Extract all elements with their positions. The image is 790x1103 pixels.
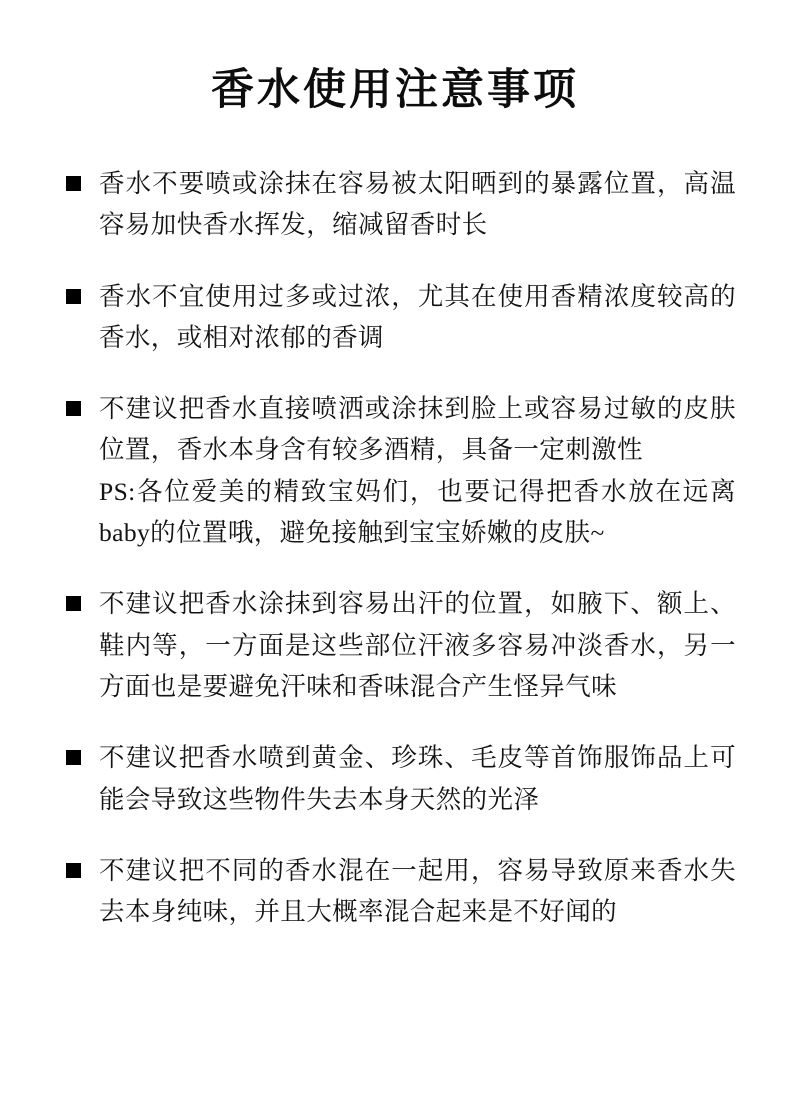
square-bullet-icon [66, 289, 81, 304]
list-item [40, 850, 750, 933]
list-item [40, 276, 750, 359]
list-item-body [99, 163, 750, 246]
list-item-body [99, 850, 750, 933]
list-item-text: 不建议把香水涂抹到容易出汗的位置，如腋下、额上、鞋内等，一方面是这些部位汗液多容易冲淡香水，另一方面也是要避免汗味和香味混合产生怪异气味 [99, 589, 736, 701]
list-item-text: 不建议把香水喷到黄金、珍珠、毛皮等首饰服饰品上可能会导致这些物件失去本身天然的光泽 [99, 743, 736, 814]
tips-list [40, 163, 750, 932]
list-item-body [99, 388, 750, 553]
list-item [40, 583, 750, 707]
list-item-body [99, 276, 750, 359]
square-bullet-icon [66, 596, 81, 611]
list-item-text: 香水不要喷或涂抹在容易被太阳晒到的暴露位置，高温容易加快香水挥发，缩减留香时长 [99, 169, 736, 240]
list-item [40, 388, 750, 553]
list-item-body [99, 737, 750, 820]
list-item-text: 香水不宜使用过多或过浓，尤其在使用香精浓度较高的香水，或相对浓郁的香调 [99, 281, 736, 352]
list-item-text: 不建议把不同的香水混在一起用，容易导致原来香水失去本身纯味，并且大概率混合起来是不好闻的 [99, 855, 736, 927]
square-bullet-icon [66, 176, 81, 191]
list-item [40, 737, 750, 820]
square-bullet-icon [66, 750, 81, 765]
square-bullet-icon [66, 863, 81, 878]
list-item-text: 不建议把香水直接喷洒或涂抹到脸上或容易过敏的皮肤位置，香水本身含有较多酒精，具备一定刺激性 [99, 394, 736, 465]
page-title: 香水使用注意事项 [211, 67, 579, 114]
square-bullet-icon [66, 401, 81, 416]
list-item-body [99, 583, 750, 707]
list-item [40, 163, 750, 246]
list-item-note: PS:各位爱美的精致宝妈们，也要记得把香水放在远离baby的位置哦，避免接触到宝宝娇嫩的皮肤~ [99, 476, 736, 548]
